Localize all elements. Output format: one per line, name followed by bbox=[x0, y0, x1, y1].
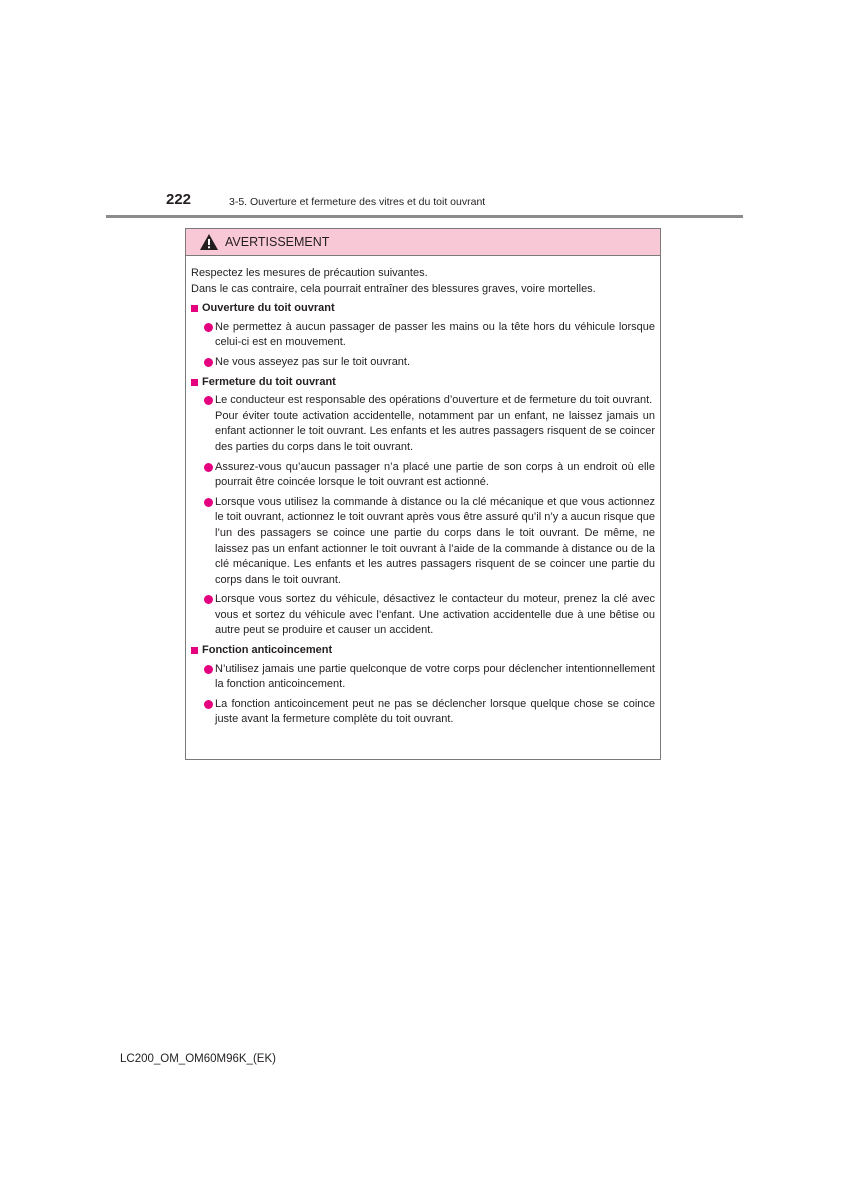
list-item bbox=[204, 460, 655, 491]
warning-body bbox=[186, 256, 660, 728]
dot-bullet-icon bbox=[204, 463, 213, 472]
list-item-text: Lorsque vous utilisez la commande à distance ou la clé mécanique et que vous actionnez le toit ouvrant, actionnez le toit ouvrant après vous être assuré qu’il n’y a aucun risque que l’un des passagers se coince une partie du corps dans le toit ouvrant. De même, ne laissez pas un enfant actionner le toit ouvrant à l’aide de la commande à distance ou de la clé mécanique. Les enfants et les autres passagers risquent de se coincer une partie du corps dans le toit ouvrant. bbox=[215, 495, 655, 586]
section-title: 3-5. Ouverture et fermeture des vitres et du toit ouvrant bbox=[229, 196, 486, 208]
dot-bullet-icon bbox=[204, 700, 213, 709]
bullet-list bbox=[191, 393, 655, 639]
warning-intro bbox=[191, 266, 655, 297]
intro-line: Respectez les mesures de précaution suivantes. bbox=[191, 267, 428, 279]
dot-bullet-icon bbox=[204, 323, 213, 332]
list-item-text: Le conducteur est responsable des opérations d’ouverture et de fermeture du toit ouvrant. bbox=[215, 394, 653, 407]
dot-bullet-icon bbox=[204, 358, 213, 367]
section-heading-text: Fonction anticoincement bbox=[202, 644, 333, 657]
list-item bbox=[204, 320, 655, 351]
footer-code: LC200_OM_OM60M96K_(EK) bbox=[120, 1053, 276, 1065]
section-heading-text: Ouverture du toit ouvrant bbox=[202, 302, 335, 315]
warning-triangle-icon bbox=[199, 233, 219, 251]
list-item-text: La fonction anticoincement peut ne pas se déclencher lorsque quelque chose se coince juste avant la fermeture complète du toit ouvrant. bbox=[215, 697, 655, 726]
section-heading bbox=[191, 643, 655, 659]
list-item-text: Lorsque vous sortez du véhicule, désactivez le contacteur du moteur, prenez la clé avec vous et sortez du véhicule avec l’enfant. Une activation accidentelle due à une bêtise ou autre peut se produire et causer un accident. bbox=[215, 593, 655, 637]
square-bullet-icon bbox=[191, 305, 198, 312]
list-item bbox=[204, 697, 655, 728]
square-bullet-icon bbox=[191, 379, 198, 386]
square-bullet-icon bbox=[191, 647, 198, 654]
bullet-list bbox=[191, 662, 655, 728]
warning-header bbox=[186, 229, 660, 256]
list-item-text: Assurez-vous qu’aucun passager n’a placé une partie de son corps à un endroit où elle pourrait être coincée lorsque le toit ouvrant est actionné. bbox=[215, 460, 655, 489]
header-rule bbox=[106, 215, 743, 218]
section-heading bbox=[191, 301, 655, 317]
list-item bbox=[204, 495, 655, 589]
intro-line: Dans le cas contraire, cela pourrait entraîner des blessures graves, voire mortelles. bbox=[191, 282, 596, 295]
dot-bullet-icon bbox=[204, 595, 213, 604]
list-item-text: N’utilisez jamais une partie quelconque de votre corps pour déclencher intentionnellement la fonction anticoincement. bbox=[215, 662, 655, 691]
section-heading bbox=[191, 375, 655, 391]
list-item bbox=[204, 393, 655, 455]
section-heading-text: Fermeture du toit ouvrant bbox=[202, 375, 336, 388]
bullet-list bbox=[191, 320, 655, 371]
list-item bbox=[204, 592, 655, 639]
list-item-text: Ne vous asseyez pas sur le toit ouvrant. bbox=[215, 355, 411, 368]
list-item bbox=[204, 355, 655, 371]
dot-bullet-icon bbox=[204, 396, 213, 405]
list-item-text: Ne permettez à aucun passager de passer les mains ou la tête hors du véhicule lorsque celui-ci est en mouvement. bbox=[215, 320, 655, 349]
list-item bbox=[204, 662, 655, 693]
dot-bullet-icon bbox=[204, 498, 213, 507]
list-item-text: Pour éviter toute activation accidentelle, notamment par un enfant, ne laissez jamais un enfant actionner le toit ouvrant. Les enfants et les autres passagers risquent de se coincer des parties du corps dans le toit ouvrant. bbox=[215, 409, 655, 453]
dot-bullet-icon bbox=[204, 665, 213, 674]
page-number: 222 bbox=[166, 191, 192, 208]
warning-title: AVERTISSEMENT bbox=[225, 235, 330, 249]
warning-box bbox=[185, 228, 661, 760]
